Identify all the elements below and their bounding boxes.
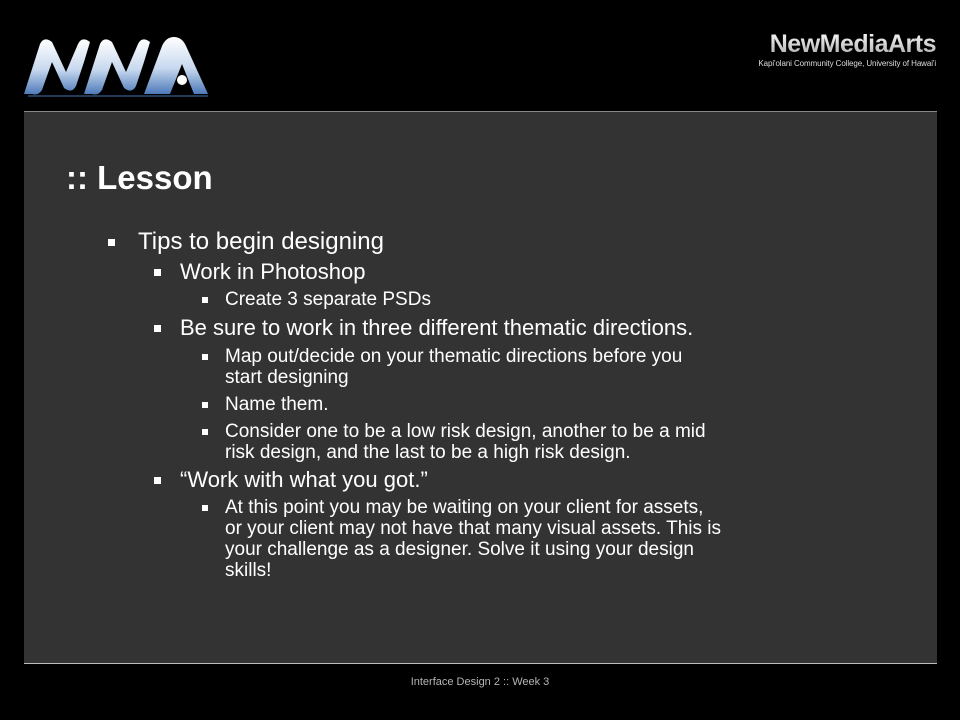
bullet-text: Be sure to work in three different thematic directions. — [180, 315, 694, 340]
brand-name: NewMediaArts — [758, 30, 936, 58]
bullet-text: risk design, and the last to be a high risk design. — [225, 442, 631, 463]
bullet-text: Tips to begin designing — [138, 228, 384, 255]
bullet-text: or your client may not have that many visual assets. This is — [225, 518, 721, 539]
bullet-text: “Work with what you got.” — [180, 467, 428, 492]
slide-footer: Interface Design 2 :: Week 3 — [410, 676, 550, 688]
bullet-text: Create 3 separate PSDs — [225, 289, 431, 310]
nma-logo-icon — [22, 34, 214, 98]
slide-title: :: Lesson — [66, 159, 213, 196]
bullet-icon — [154, 269, 161, 276]
bullet-text: Consider one to be a low risk design, another to be a mid — [225, 421, 706, 442]
footer-divider — [24, 663, 937, 664]
bullet-icon — [202, 402, 208, 408]
bullet-text: At this point you may be waiting on your client for assets, — [225, 497, 704, 518]
brand-subtitle: Kapi'olani Community College, University of Hawai'i — [758, 59, 936, 68]
bullet-icon — [154, 477, 161, 484]
bullet-text: Work in Photoshop — [180, 259, 366, 284]
bullet-text: Name them. — [225, 394, 329, 415]
bullet-icon — [202, 354, 208, 360]
bullet-icon — [108, 239, 115, 246]
bullet-icon — [202, 297, 208, 303]
bullet-icon — [202, 505, 208, 511]
brand-block — [758, 30, 936, 69]
bullet-text: your challenge as a designer. Solve it using your design — [225, 539, 694, 560]
bullet-icon — [154, 325, 161, 332]
bullet-text: skills! — [225, 560, 272, 581]
bullet-icon — [202, 429, 208, 435]
bullet-text: Map out/decide on your thematic directions before you — [225, 346, 683, 367]
bullet-text: start designing — [225, 367, 349, 388]
